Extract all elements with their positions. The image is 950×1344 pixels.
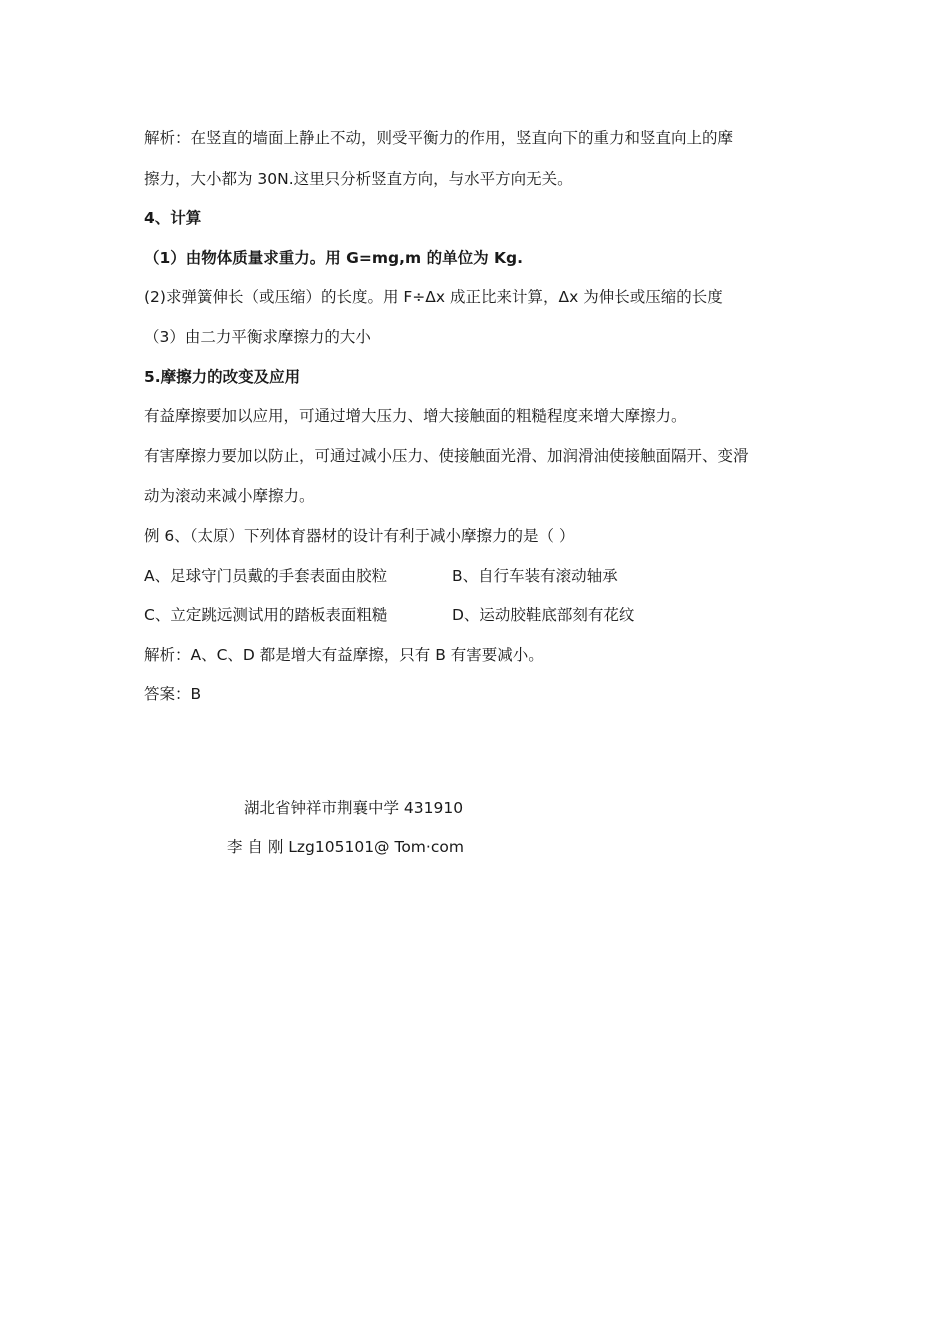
example-6-options-row-1	[144, 566, 618, 586]
section-5-paragraph-2-line-2: 动为滚动来减小摩擦力。	[144, 487, 315, 505]
section-4-item-3: （3）由二力平衡求摩擦力的大小	[144, 328, 371, 346]
footer-author: 李 自 刚 Lzg105101@ Tom·com	[227, 838, 464, 856]
example-6-options-row-2	[144, 605, 635, 625]
section-4-item-2: (2)求弹簧伸长（或压缩）的长度。用 F÷Δx 成正比来计算，Δx 为伸长或压缩的长度	[144, 288, 723, 306]
footer-school: 湖北省钟祥市荆襄中学 431910	[244, 799, 464, 817]
option-d: D、运动胶鞋底部刻有花纹	[452, 606, 635, 624]
option-b: B、自行车装有滚动轴承	[452, 567, 618, 585]
analysis-line-2: 擦力，大小都为 30N.这里只分析竖直方向，与水平方向无关。	[144, 170, 573, 188]
section-5-paragraph-1: 有益摩擦要加以应用，可通过增大压力、增大接触面的粗糙程度来增大摩擦力。	[144, 407, 687, 425]
option-a: A、足球守门员戴的手套表面由胶粒	[144, 567, 388, 585]
section-5-heading: 5.摩擦力的改变及应用	[144, 368, 301, 386]
analysis-line-1: 解析：在竖直的墙面上静止不动，则受平衡力的作用，竖直向下的重力和竖直向上的摩	[144, 129, 734, 147]
example-6-analysis: 解析：A、C、D 都是增大有益摩擦，只有 B 有害要减小。	[144, 646, 544, 664]
section-4-item-1: （1）由物体质量求重力。用 G=mg,m 的单位为 Kg.	[144, 249, 523, 267]
section-5-paragraph-2-line-1: 有害摩擦力要加以防止，可通过减小压力、使接触面光滑、加润滑油使接触面隔开、变滑	[144, 447, 749, 465]
example-6-question: 例 6、（太原）下列体育器材的设计有利于减小摩擦力的是（ ）	[144, 527, 575, 545]
example-6-answer: 答案：B	[144, 685, 202, 703]
option-c: C、立定跳远测试用的踏板表面粗糙	[144, 606, 388, 624]
section-4-heading: 4、计算	[144, 209, 202, 227]
